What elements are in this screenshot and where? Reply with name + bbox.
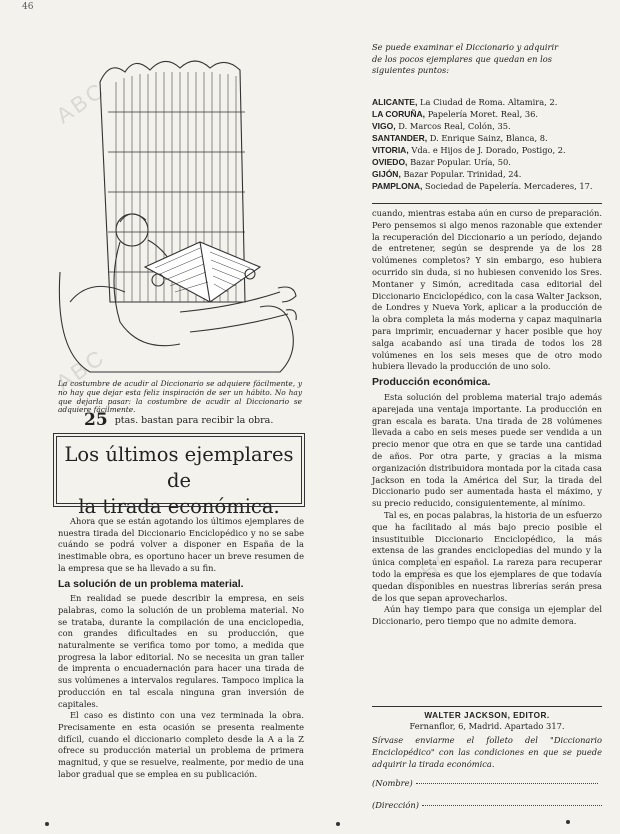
watermark-top: ABC bbox=[51, 76, 111, 129]
address: La Ciudad de Roma. Altamira, 2. bbox=[419, 97, 558, 107]
divider bbox=[372, 706, 602, 707]
section1-paragraph: El caso es distinto con una vez terminada la obra. Precisamente en esta ocasión se presenta realmente difícil, cuando el diccionario completo desde la A a la Z ofrece su producción material un problema de primera magnitud, y que se resuelve, realmente, por medio de una labor gradual que se emplea en su publicación. bbox=[58, 710, 304, 779]
section1-paragraph: En realidad se puede describir la empresa, en seis palabras, como la solución de un problema material. No se trataba, durante la compilación de una enciclopedia, con grandes dificultades en su producción, que naturalmente se verifica tomo por tomo, a medida que progresa la labor editorial. No se necesita un gran taller de imprenta o encuadernación para hacer una tirada de sus volúmenes a intervalos regulares. Tampoco implica la producción en tal escala ninguna gran inversión de capitales. bbox=[58, 593, 304, 709]
point-of-sale bbox=[372, 132, 577, 144]
address: Vda. e Hijos de J. Dorado, Postigo, 2. bbox=[411, 145, 566, 155]
city-name: OVIEDO, bbox=[372, 157, 408, 167]
left-intro: Ahora que se están agotando los últimos ejemplares de nuestra tirada del Diccionario Enciclopédico y no se sabe cuándo se podrá volver a disponer en España de la inestimable obra, es oportuno hacer un breve resumen de la empresa que se ha llevado a su fin. bbox=[58, 516, 304, 573]
watermark-right: ABC bbox=[401, 542, 461, 595]
city-name: ALICANTE, bbox=[372, 97, 418, 107]
city-name: GIJÓN, bbox=[372, 169, 401, 179]
right-paragraph: cuando, mientras estaba aún en curso de preparación. Pero pensemos si algo menos razonable que extender la recuperación del Diccionario a un período, dejando de entretener, según se desprende ya de los 28 volúmenes completos? Y sin embargo, eso hubiera ocurrido sin duda, si no hubiesen convenido los Sres. Montaner y Simón, acreditada casa editorial del Diccionario Enciclopédico, con la casa Walter Jackson, de Londres y Nueva York, aplicar a la producción de la obra completa la más moderna y capaz maquinaria para imprimir, encuadernar y hacer posible que hoy salga acabando así una tirada de todos los 28 volúmenes en los seis meses que de otro modo hubiera llevado la producción de uno solo. bbox=[372, 208, 602, 372]
divider bbox=[372, 203, 602, 204]
registration-mark bbox=[336, 822, 340, 826]
right-intro: Se puede examinar el Diccionario y adquirir de los pocos ejemplares que quedan en los siguientes puntos: bbox=[372, 42, 559, 76]
point-of-sale bbox=[372, 144, 577, 156]
point-of-sale bbox=[372, 120, 577, 132]
address-field[interactable] bbox=[372, 800, 602, 810]
address: Bazar Popular. Trinidad, 24. bbox=[403, 169, 522, 179]
boxed-headline bbox=[56, 436, 302, 518]
name-line[interactable] bbox=[416, 783, 598, 784]
city-name: VITORIA, bbox=[372, 145, 409, 155]
section2-paragraph: Aún hay tiempo para que consiga un ejemplar del Diccionario, pero tiempo que no admite demora. bbox=[372, 604, 602, 627]
address: D. Enrique Sainz, Blanca, 8. bbox=[429, 133, 548, 143]
address: Bazar Popular. Uría, 50. bbox=[410, 157, 511, 167]
section2-paragraph: Tal es, en pocas palabras, la historia de un esfuerzo que ha facilitado al más bajo precio posible el insustituible Diccionario Enciclopédico, la más extensa de las grandes enciclopedias del mundo y la única completa en español. La rareza para recuperar todo la empresa es que los ejemplares de que todavía quedan disponibles en nuestras librerías serán presa de los que sepan aprovecharlos. bbox=[372, 509, 602, 603]
signature-address: Fernanflor, 6, Madrid. Apartado 317. bbox=[409, 721, 565, 731]
left-column-body bbox=[58, 516, 304, 780]
address: Papelería Moret. Real, 36. bbox=[427, 109, 539, 119]
point-of-sale bbox=[372, 168, 577, 180]
section1-title: La solución de un problema material. bbox=[58, 577, 244, 590]
registration-mark bbox=[566, 820, 570, 824]
right-column-body bbox=[372, 208, 602, 628]
price-text: ptas. bastan para recibir la obra. bbox=[114, 415, 274, 426]
city-name: SANTANDER, bbox=[372, 133, 428, 143]
address: Sociedad de Papelería. Mercaderes, 17. bbox=[425, 181, 593, 191]
point-of-sale bbox=[372, 96, 577, 108]
page-number: 46 bbox=[22, 2, 34, 12]
address-line[interactable] bbox=[422, 805, 602, 806]
woman-reading-illustration bbox=[50, 52, 300, 382]
headline-line-1: Los últimos ejemplares de bbox=[64, 443, 294, 492]
city-name: VIGO, bbox=[372, 121, 396, 131]
name-label: (Nombre) bbox=[372, 778, 413, 788]
illustration-caption: La costumbre de acudir al Diccionario se adquiere fácilmente, y no hay que dejar esta feliz inspiración de ser un hábito. No hay que dejarla pasar: la costumbre de acudir al Diccionario se adquiere fácilmente. bbox=[58, 379, 302, 415]
address: D. Marcos Real, Colón, 35. bbox=[398, 121, 511, 131]
name-field[interactable] bbox=[372, 778, 602, 788]
price-line bbox=[84, 410, 314, 430]
price-amount: 25 bbox=[84, 410, 108, 430]
headline-line-2: la tirada económica. bbox=[78, 495, 280, 518]
coupon-text: Sírvase enviarme el folleto del "Diccionario Enciclopédico" con las condiciones en que se puede adquirir la tirada económica. bbox=[372, 735, 602, 769]
points-of-sale-list bbox=[372, 96, 593, 192]
section2-title: Producción económica. bbox=[372, 376, 491, 389]
city-name: PAMPLONA, bbox=[372, 181, 423, 191]
point-of-sale bbox=[372, 180, 593, 192]
point-of-sale bbox=[372, 156, 577, 168]
city-name: LA CORUÑA, bbox=[372, 109, 426, 119]
section2-paragraph: Esta solución del problema material trajo además aparejada una ventaja importante. La producción en gran escala es barata. Una tirada de 28 volúmenes llevada a cabo en seis meses puede ser vendida a un precio menor que otra en que se tarde una cantidad de años. Por otra parte, y gracias a la misma organización distribuidora montada por la citada casa Jackson en toda la América del Sur, la tirada del Diccionario pudo ser aumentada hasta el máximo, y su precio reducido, consiguientemente, al mínimo. bbox=[372, 391, 602, 509]
watermark-middle: ABC bbox=[51, 343, 111, 396]
address-label: (Dirección) bbox=[372, 800, 419, 810]
signature-block bbox=[372, 710, 602, 722]
registration-mark bbox=[45, 822, 49, 826]
signature-name: WALTER JACKSON, EDITOR. bbox=[424, 711, 550, 720]
point-of-sale bbox=[372, 108, 577, 120]
